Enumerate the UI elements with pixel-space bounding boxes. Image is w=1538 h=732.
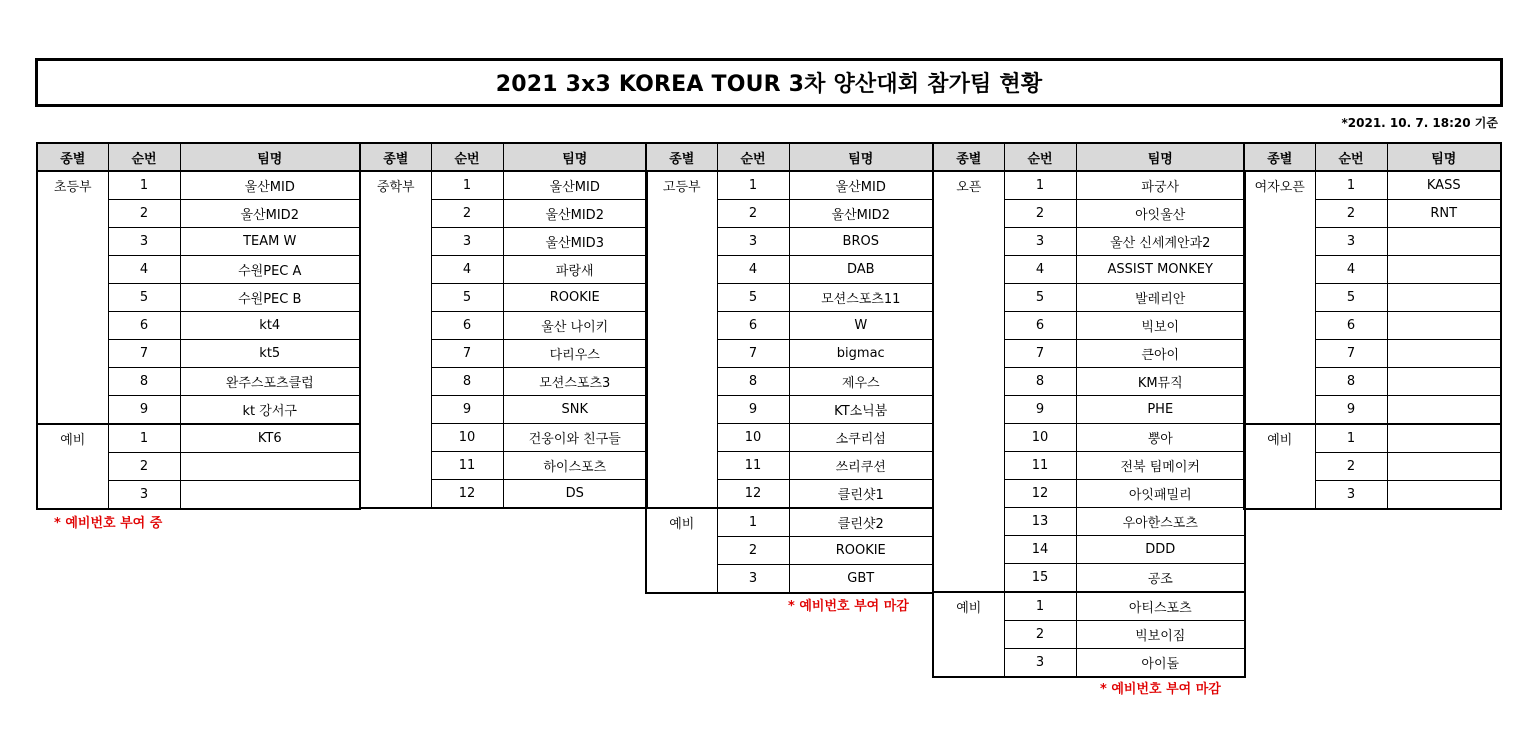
category-cell: 여자오픈 [1244, 171, 1315, 424]
order-cell: 1 [431, 171, 503, 200]
order-cell: 1 [1315, 424, 1387, 453]
table-row [360, 171, 647, 200]
order-cell: 1 [1004, 592, 1076, 621]
header-category: 종별 [933, 143, 1004, 171]
order-cell: 4 [431, 256, 503, 284]
order-cell: 10 [1004, 424, 1076, 452]
team-name-cell: 울산MID2 [789, 200, 933, 228]
team-name-cell: ROOKIE [503, 284, 647, 312]
order-cell: 4 [1004, 256, 1076, 284]
header-order: 순번 [1315, 143, 1387, 171]
team-name-cell: W [789, 312, 933, 340]
team-name-cell: 울산MID3 [503, 228, 647, 256]
team-name-cell: 울산MID [789, 171, 933, 200]
order-cell: 11 [431, 452, 503, 480]
team-name-cell [1387, 340, 1501, 368]
table-row [1244, 424, 1501, 453]
team-name-cell: 울산 신세계안과2 [1076, 228, 1245, 256]
team-table-5 [1243, 142, 1502, 510]
order-cell: 3 [1315, 481, 1387, 510]
order-cell: 3 [717, 228, 789, 256]
team-name-cell: 아티스포츠 [1076, 592, 1245, 621]
table-row [933, 592, 1245, 621]
team-name-cell: KASS [1387, 171, 1501, 200]
table-row [37, 424, 360, 453]
team-name-cell: 쓰리쿠션 [789, 452, 933, 480]
team-name-cell: RNT [1387, 200, 1501, 228]
order-cell: 5 [1004, 284, 1076, 312]
team-name-cell: 뿡아 [1076, 424, 1245, 452]
category-cell: 예비 [37, 424, 108, 509]
order-cell: 2 [108, 453, 180, 481]
order-cell: 4 [108, 256, 180, 284]
order-cell: 5 [717, 284, 789, 312]
team-name-cell: ROOKIE [789, 537, 933, 565]
category-cell: 초등부 [37, 171, 108, 424]
header-order: 순번 [1004, 143, 1076, 171]
category-cell: 예비 [1244, 424, 1315, 509]
team-name-cell: kt 강서구 [180, 396, 360, 425]
order-cell: 2 [431, 200, 503, 228]
header-row [360, 143, 647, 171]
order-cell: 4 [1315, 256, 1387, 284]
order-cell: 12 [1004, 480, 1076, 508]
team-name-cell: 울산MID2 [180, 200, 360, 228]
table-row [646, 508, 933, 537]
header-category: 종별 [1244, 143, 1315, 171]
team-name-cell: 울산 나이키 [503, 312, 647, 340]
order-cell: 8 [431, 368, 503, 396]
team-name-cell: 제우스 [789, 368, 933, 396]
order-cell: 10 [431, 424, 503, 452]
team-table-1 [36, 142, 361, 510]
order-cell: 7 [1004, 340, 1076, 368]
order-cell: 12 [431, 480, 503, 509]
order-cell: 2 [1004, 200, 1076, 228]
team-name-cell: PHE [1076, 396, 1245, 424]
order-cell: 1 [717, 508, 789, 537]
order-cell: 2 [717, 200, 789, 228]
team-name-cell: 빅보이짐 [1076, 621, 1245, 649]
header-team: 팀명 [789, 143, 933, 171]
team-name-cell [1387, 256, 1501, 284]
order-cell: 3 [1315, 228, 1387, 256]
team-name-cell: GBT [789, 565, 933, 594]
team-name-cell [1387, 284, 1501, 312]
order-cell: 8 [717, 368, 789, 396]
order-cell: 9 [108, 396, 180, 425]
team-name-cell: 클린샷2 [789, 508, 933, 537]
header-category: 종별 [37, 143, 108, 171]
team-name-cell: DAB [789, 256, 933, 284]
category-cell: 고등부 [646, 171, 717, 508]
header-category: 종별 [360, 143, 431, 171]
team-name-cell: 아이돌 [1076, 649, 1245, 678]
order-cell: 6 [431, 312, 503, 340]
team-name-cell: 파랑새 [503, 256, 647, 284]
header-team: 팀명 [1387, 143, 1501, 171]
category-cell: 오픈 [933, 171, 1004, 592]
header-category: 종별 [646, 143, 717, 171]
team-name-cell: 다리우스 [503, 340, 647, 368]
team-name-cell: 울산MID [180, 171, 360, 200]
team-name-cell [1387, 228, 1501, 256]
team-name-cell: 공조 [1076, 564, 1245, 593]
order-cell: 15 [1004, 564, 1076, 593]
order-cell: 13 [1004, 508, 1076, 536]
order-cell: 12 [717, 480, 789, 509]
reserve-note: * 예비번호 부여 마감 [1100, 682, 1221, 698]
order-cell: 6 [108, 312, 180, 340]
team-name-cell: 우아한스포츠 [1076, 508, 1245, 536]
team-name-cell: 수원PEC A [180, 256, 360, 284]
order-cell: 11 [1004, 452, 1076, 480]
category-cell: 중학부 [360, 171, 431, 508]
team-name-cell: 하이스포츠 [503, 452, 647, 480]
order-cell: 3 [431, 228, 503, 256]
header-team: 팀명 [180, 143, 360, 171]
order-cell: 9 [1004, 396, 1076, 424]
table-row [646, 171, 933, 200]
team-name-cell: 모션스포츠3 [503, 368, 647, 396]
order-cell: 2 [1004, 621, 1076, 649]
header-row [646, 143, 933, 171]
team-name-cell: KT소닉붐 [789, 396, 933, 424]
team-name-cell: TEAM W [180, 228, 360, 256]
order-cell: 5 [431, 284, 503, 312]
category-cell: 예비 [646, 508, 717, 593]
order-cell: 5 [108, 284, 180, 312]
header-row [37, 143, 360, 171]
team-name-cell: kt4 [180, 312, 360, 340]
team-name-cell: 클린샷1 [789, 480, 933, 509]
page-title: 2021 3x3 KOREA TOUR 3차 양산대회 참가팀 현황 [495, 72, 1043, 97]
order-cell: 1 [717, 171, 789, 200]
team-name-cell: KT6 [180, 424, 360, 453]
team-name-cell: 빅보이 [1076, 312, 1245, 340]
team-name-cell [1387, 368, 1501, 396]
order-cell: 5 [1315, 284, 1387, 312]
order-cell: 2 [1315, 200, 1387, 228]
order-cell: 8 [1315, 368, 1387, 396]
order-cell: 3 [1004, 649, 1076, 678]
order-cell: 11 [717, 452, 789, 480]
reserve-note: * 예비번호 부여 마감 [788, 599, 909, 614]
order-cell: 6 [717, 312, 789, 340]
order-cell: 9 [717, 396, 789, 424]
order-cell: 1 [108, 424, 180, 453]
team-name-cell: 아잇패밀리 [1076, 480, 1245, 508]
order-cell: 7 [431, 340, 503, 368]
order-cell: 3 [108, 481, 180, 510]
team-name-cell: SNK [503, 396, 647, 424]
order-cell: 9 [1315, 396, 1387, 425]
team-name-cell [180, 481, 360, 510]
team-name-cell: 건웅이와 친구들 [503, 424, 647, 452]
order-cell: 14 [1004, 536, 1076, 564]
team-name-cell [1387, 453, 1501, 481]
title-box [35, 58, 1503, 107]
team-name-cell: ASSIST MONKEY [1076, 256, 1245, 284]
team-name-cell: 발레리안 [1076, 284, 1245, 312]
team-name-cell: 전북 팀메이커 [1076, 452, 1245, 480]
team-table-3 [645, 142, 934, 594]
order-cell: 3 [717, 565, 789, 594]
table-row [933, 171, 1245, 200]
header-order: 순번 [717, 143, 789, 171]
order-cell: 1 [1315, 171, 1387, 200]
header-order: 순번 [108, 143, 180, 171]
team-name-cell [1387, 312, 1501, 340]
team-name-cell: DS [503, 480, 647, 509]
order-cell: 7 [108, 340, 180, 368]
header-team: 팀명 [1076, 143, 1245, 171]
team-name-cell: BROS [789, 228, 933, 256]
order-cell: 3 [1004, 228, 1076, 256]
team-name-cell: 완주스포츠클럽 [180, 368, 360, 396]
order-cell: 1 [108, 171, 180, 200]
team-name-cell: DDD [1076, 536, 1245, 564]
team-name-cell: 소쿠리섬 [789, 424, 933, 452]
team-name-cell: 울산MID2 [503, 200, 647, 228]
order-cell: 4 [717, 256, 789, 284]
order-cell: 9 [431, 396, 503, 424]
order-cell: 6 [1315, 312, 1387, 340]
date-note: *2021. 10. 7. 18:20 기준 [1341, 116, 1498, 130]
team-name-cell: 파궁사 [1076, 171, 1245, 200]
header-order: 순번 [431, 143, 503, 171]
order-cell: 10 [717, 424, 789, 452]
order-cell: 2 [108, 200, 180, 228]
order-cell: 7 [1315, 340, 1387, 368]
order-cell: 7 [717, 340, 789, 368]
table-row [37, 171, 360, 200]
order-cell: 2 [717, 537, 789, 565]
header-row [933, 143, 1245, 171]
table-row [1244, 171, 1501, 200]
order-cell: 8 [108, 368, 180, 396]
team-name-cell: 아잇울산 [1076, 200, 1245, 228]
team-name-cell: 모션스포츠11 [789, 284, 933, 312]
header-team: 팀명 [503, 143, 647, 171]
team-name-cell: 울산MID [503, 171, 647, 200]
team-table-2 [359, 142, 648, 509]
order-cell: 2 [1315, 453, 1387, 481]
order-cell: 8 [1004, 368, 1076, 396]
team-name-cell: kt5 [180, 340, 360, 368]
team-name-cell: KM뮤직 [1076, 368, 1245, 396]
team-name-cell [180, 453, 360, 481]
category-cell: 예비 [933, 592, 1004, 677]
team-name-cell [1387, 424, 1501, 453]
team-name-cell [1387, 481, 1501, 510]
team-name-cell: bigmac [789, 340, 933, 368]
team-name-cell: 수원PEC B [180, 284, 360, 312]
order-cell: 6 [1004, 312, 1076, 340]
team-table-4 [932, 142, 1246, 678]
team-name-cell: 큰아이 [1076, 340, 1245, 368]
team-name-cell [1387, 396, 1501, 425]
order-cell: 3 [108, 228, 180, 256]
order-cell: 1 [1004, 171, 1076, 200]
header-row [1244, 143, 1501, 171]
reserve-note: * 예비번호 부여 중 [54, 515, 163, 531]
